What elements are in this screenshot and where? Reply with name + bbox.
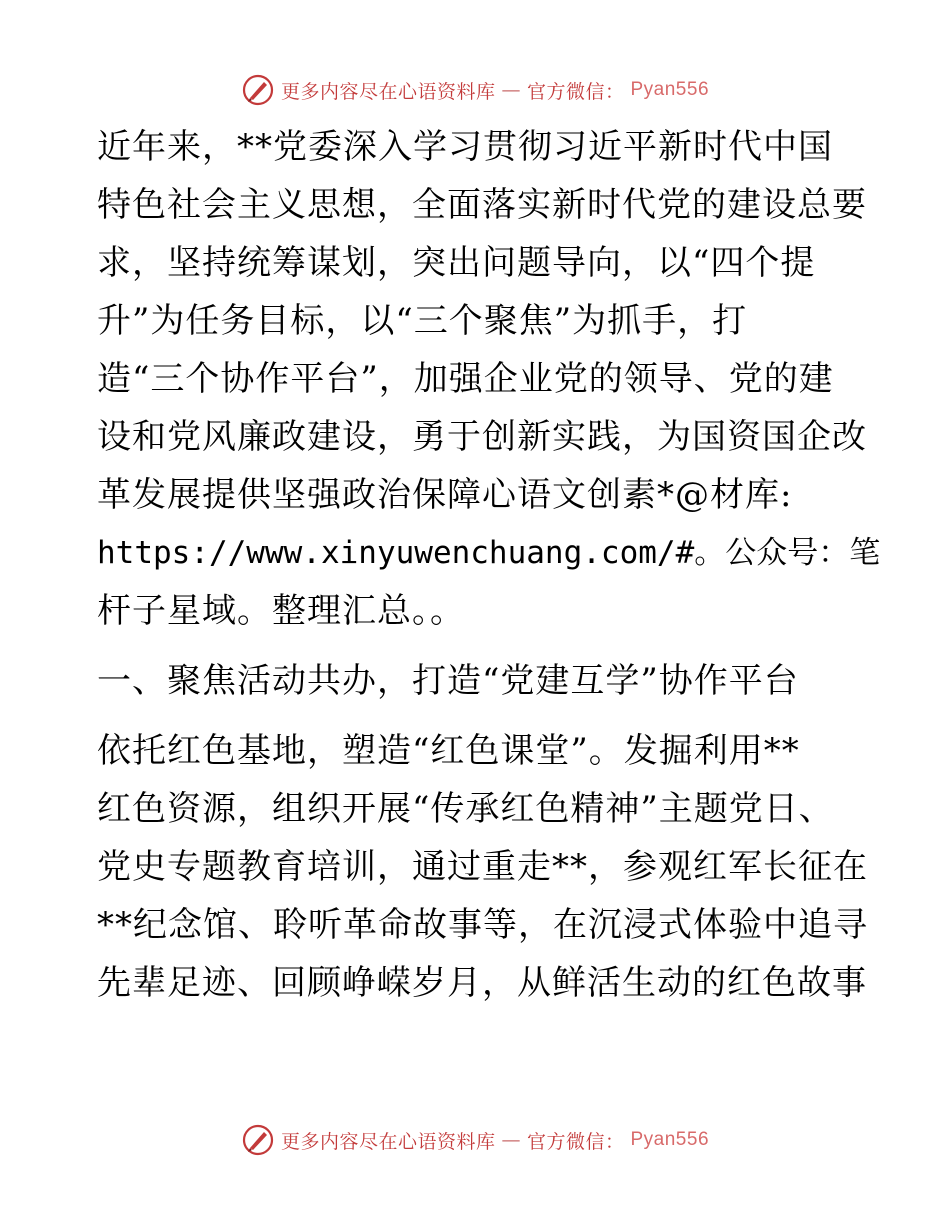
paragraph-line: 造“三个协作平台”，加强企业党的领导、党的建 xyxy=(97,359,834,399)
banner-handle: Pyan556 xyxy=(630,79,710,100)
banner-official-text: 官方微信： xyxy=(526,80,625,103)
paragraph-line: 依托红色基地，塑造“红色课堂”。发掘利用** xyxy=(97,731,800,771)
paragraph-line: 求，坚持统筹谋划，突出问题导向，以“四个提 xyxy=(97,243,816,283)
paragraph-line-url: https://www.xinyuwenchuang.com/#。公众号：笔 xyxy=(97,535,881,571)
footer-watermark-banner xyxy=(0,1120,950,1160)
paragraph-line: **纪念馆、聆听革命故事等，在沉浸式体验中追寻 xyxy=(97,905,868,945)
paragraph-line: 近年来，**党委深入学习贯彻习近平新时代中国 xyxy=(97,127,833,167)
paragraph-line: 先辈足迹、回顾峥嵘岁月，从鲜活生动的红色故事 xyxy=(97,963,867,1003)
paragraph-line: 革发展提供坚强政治保障心语文创素*@材库: xyxy=(97,475,793,515)
section-heading: 一、聚焦活动共办，打造“党建互学”协作平台 xyxy=(97,661,799,701)
banner-main-text: 更多内容尽在心语资料库 xyxy=(280,80,496,103)
banner-handle: Pyan556 xyxy=(630,1129,710,1150)
banner-separator: — xyxy=(501,79,521,101)
banner-official-text: 官方微信： xyxy=(526,1130,625,1153)
paragraph-line: 杆子星域。整理汇总。。 xyxy=(97,591,465,631)
banner-separator: — xyxy=(501,1129,521,1151)
paragraph-line: 党史专题教育培训，通过重走**，参观红军长征在 xyxy=(97,847,868,887)
header-watermark-banner xyxy=(0,70,950,110)
banner-main-text: 更多内容尽在心语资料库 xyxy=(280,1130,496,1153)
paragraph-line: 升”为任务目标，以“三个聚焦”为抓手，打 xyxy=(97,301,748,341)
paragraph-line: 设和党风廉政建设，勇于创新实践，为国资国企改 xyxy=(97,417,867,457)
document-body xyxy=(97,118,881,1012)
feather-pen-logo-icon xyxy=(241,1123,275,1157)
paragraph-line: 红色资源，组织开展“传承红色精神”主题党日、 xyxy=(97,789,834,829)
feather-pen-logo-icon xyxy=(241,73,275,107)
paragraph-line: 特色社会主义思想，全面落实新时代党的建设总要 xyxy=(97,185,867,225)
